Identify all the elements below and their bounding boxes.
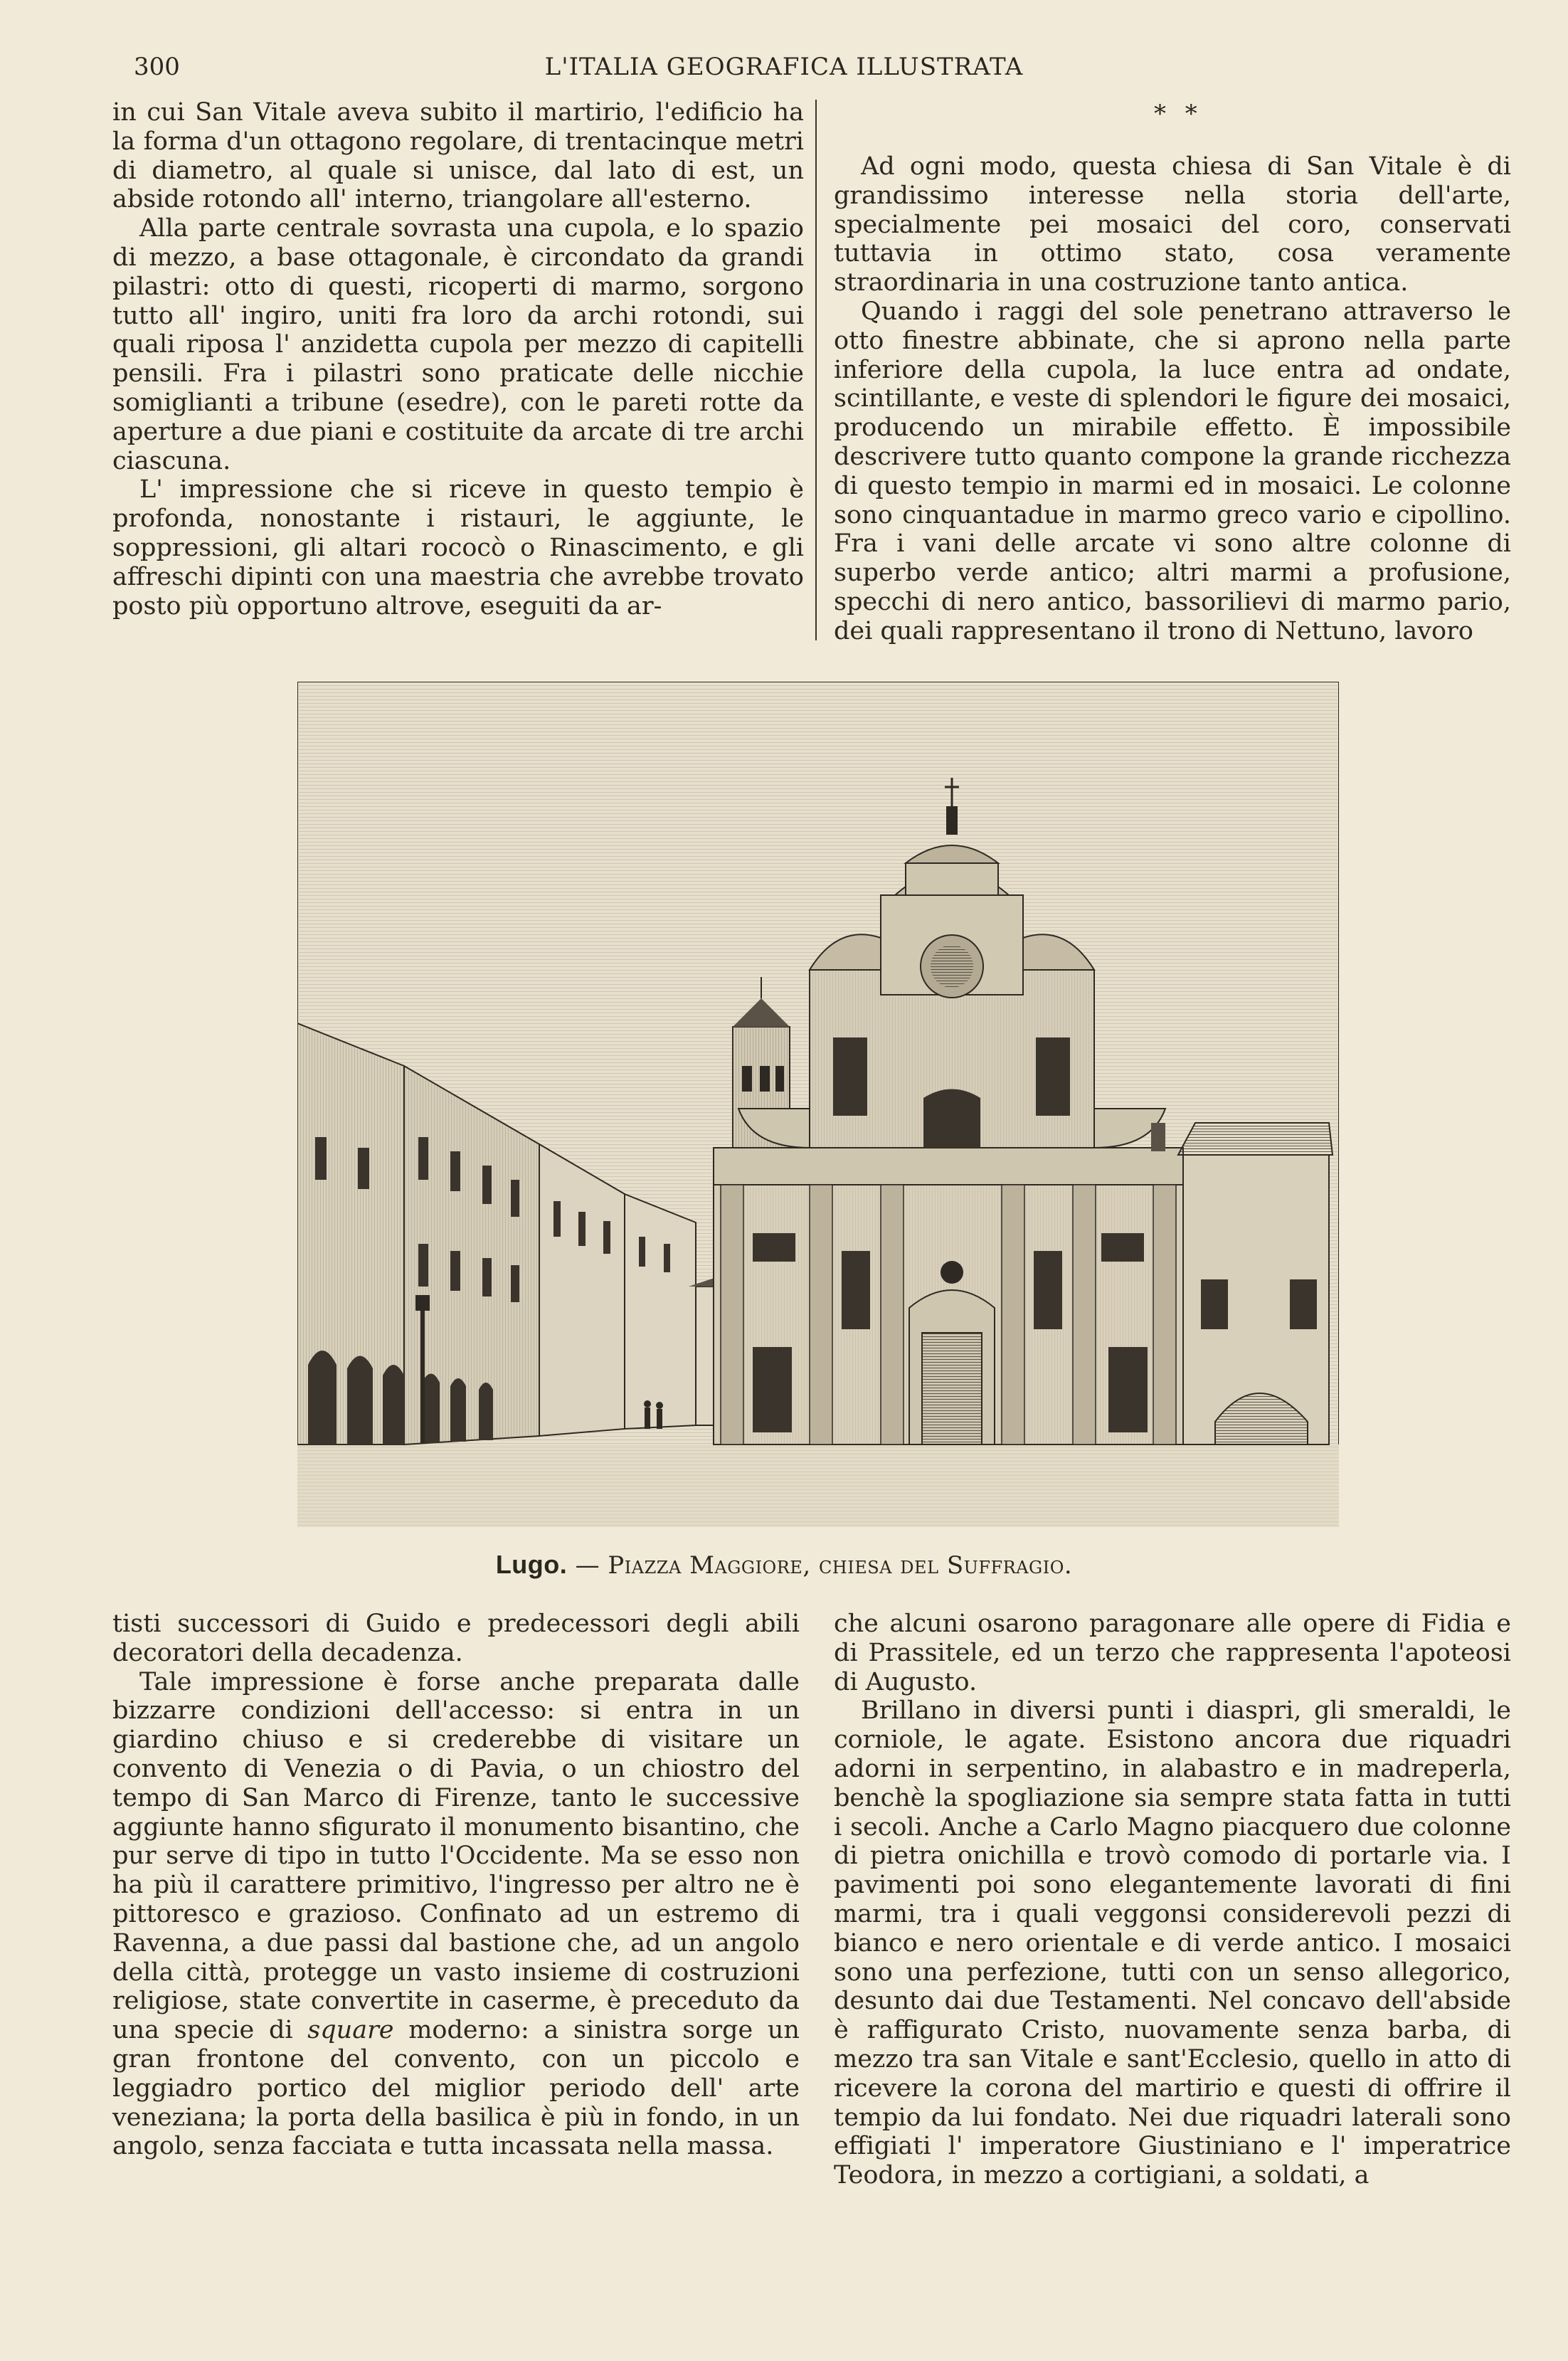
paragraph: che alcuni osarono paragonare alle opere di Fidia e di Prassitele, ed un terzo che rappresenta l'apoteosi di Augusto. <box>834 1610 1511 1696</box>
paragraph <box>112 1668 800 2162</box>
running-title: L'ITALIA GEOGRAFICA ILLUSTRATA <box>544 53 1024 81</box>
column-divider <box>815 100 817 640</box>
section-separator: * * <box>1154 100 1203 128</box>
paragraph: Brillano in diversi punti i diaspri, gli smeraldi, le corniole, le agate. Esistono ancora due riquadri adorni in serpentino, in alabastro e in madreperla, benchè la spogliazione sia sempre stata fatta in tutti i secoli. Anche a Carlo Magno piacquero due colonne di pietra onichilla e trovò comodo di portarle via. I pavimenti poi sono elegantemente lavorati di fini marmi, tra i quali veggonsi considerevoli pezzi di bianco e nero orientale e di verde antico. I mosaici sono una perfezione, tutti con un senso allegorico, desunto dai due Testamenti. Nel concavo dell'abside è raffigurato Cristo, nuovamente senza barba, di mezzo tra san Vitale e sant'Ecclesio, quello in atto di ricevere la corona del martirio e questi di offrire il tempio da lui fondato. Nei due riquadri laterali sono effigiati l' imperatore Giustiniano e l' imperatrice Teodora, in mezzo a cortigiani, a soldati, a <box>834 1696 1511 2190</box>
page-number: 300 <box>134 53 180 81</box>
paragraph: Alla parte centrale sovrasta una cupola, e lo spazio di mezzo, a base ottagonale, è circondato da grandi pilastri: otto di questi, ricoperti di marmo, sorgono tutto all' ingiro, uniti fra loro da archi rotondi, sui quali riposa l' anzidetta cupola per mezzo di capitelli pensili. Fra i pilastri sono praticate delle nicchie somiglianti a tribune (esedre), con le pareti rotte da aperture a due piani e costituite da arcate di tre archi ciascuna. <box>112 214 804 475</box>
paragraph-text: Tale impressione è forse anche preparata dalle bizzarre condizioni dell'accesso: si entra in un giardino chiuso e si crederebbe di visitare un convento di Venezia o di Pavia, o un chiostro del tempo di San Marco di Firenze, tanto le successive aggiunte hanno sfigurato il monumento bisantino, che pur serve di tipo in tutto l'Occidente. Ma se esso non ha più il carattere primitivo, l'ingresso per altro ne è pittoresco e grazioso. Confinato ad un estremo di Ravenna, a due passi dal bastione che, ad un angolo della città, protegge un vasto insieme di costruzioni religiose, state convertite in caserme, è preceduto da una specie di <box>112 1667 800 2045</box>
paragraph: Quando i raggi del sole penetrano attraverso le otto finestre abbinate, che si aprono nella parte inferiore della cupola, la luce entra ad ondate, scintillante, e veste di splendori le figure dei mosaici, producendo un mirabile effetto. È impossibile descrivere tutto quanto compone la grande ricchezza di questo tempio in marmi ed in mosaici. Le colonne sono cinquantadue in marmo greco vario e cipollino. Fra i vani delle arcate vi sono altre colonne di superbo verde antico; altri marmi a profusione, specchi di nero antico, bassorilievi di marmo pario, dei quali rappresentano il trono di Nettuno, lavoro <box>834 297 1511 645</box>
column-top-left <box>112 98 804 648</box>
italic-word: square <box>307 2016 394 2045</box>
caption-dash: — <box>575 1551 600 1580</box>
page-header <box>0 50 1568 85</box>
church-engraving <box>297 682 1339 1527</box>
column-top-right <box>834 152 1511 650</box>
caption-place: Piazza Maggiore, chiesa del Suffragio. <box>608 1551 1073 1580</box>
column-bottom-right <box>834 1610 1511 2190</box>
paragraph: tisti successori di Guido e predecessori degli abili decoratori della decadenza. <box>112 1610 800 1667</box>
column-bottom-left <box>112 1610 800 2161</box>
figure-caption <box>0 1550 1568 1580</box>
paragraph: in cui San Vitale aveva subito il martirio, l'edificio ha la forma d'un ottagono regolare, di trentacinque metri di diametro, al quale si unisce, dal lato di est, un abside rotondo all' interno, triangolare all'esterno. <box>112 98 804 214</box>
paragraph: Ad ogni modo, questa chiesa di San Vitale è di grandissimo interesse nella storia dell'arte, specialmente pei mosaici del coro, conservati tuttavia in ottimo stato, cosa veramente straordinaria in una costruzione tanto antica. <box>834 152 1511 297</box>
caption-city: Lugo. <box>495 1550 568 1579</box>
paragraph-text: moderno: a sinistra sorge un gran frontone del convento, con un piccolo e leggiadro portico del miglior periodo dell' arte veneziana; la porta della basilica è più in fondo, in un angolo, senza facciata e tutta incassata nella massa. <box>112 2016 800 2161</box>
paragraph: L' impressione che si riceve in questo tempio è profonda, nonostante i ristauri, le aggiunte, le soppressioni, gli altari rococò o Rinascimento, e gli affreschi dipinti con una maestria che avrebbe trovato posto più opportuno altrove, eseguiti da ar- <box>112 475 804 620</box>
